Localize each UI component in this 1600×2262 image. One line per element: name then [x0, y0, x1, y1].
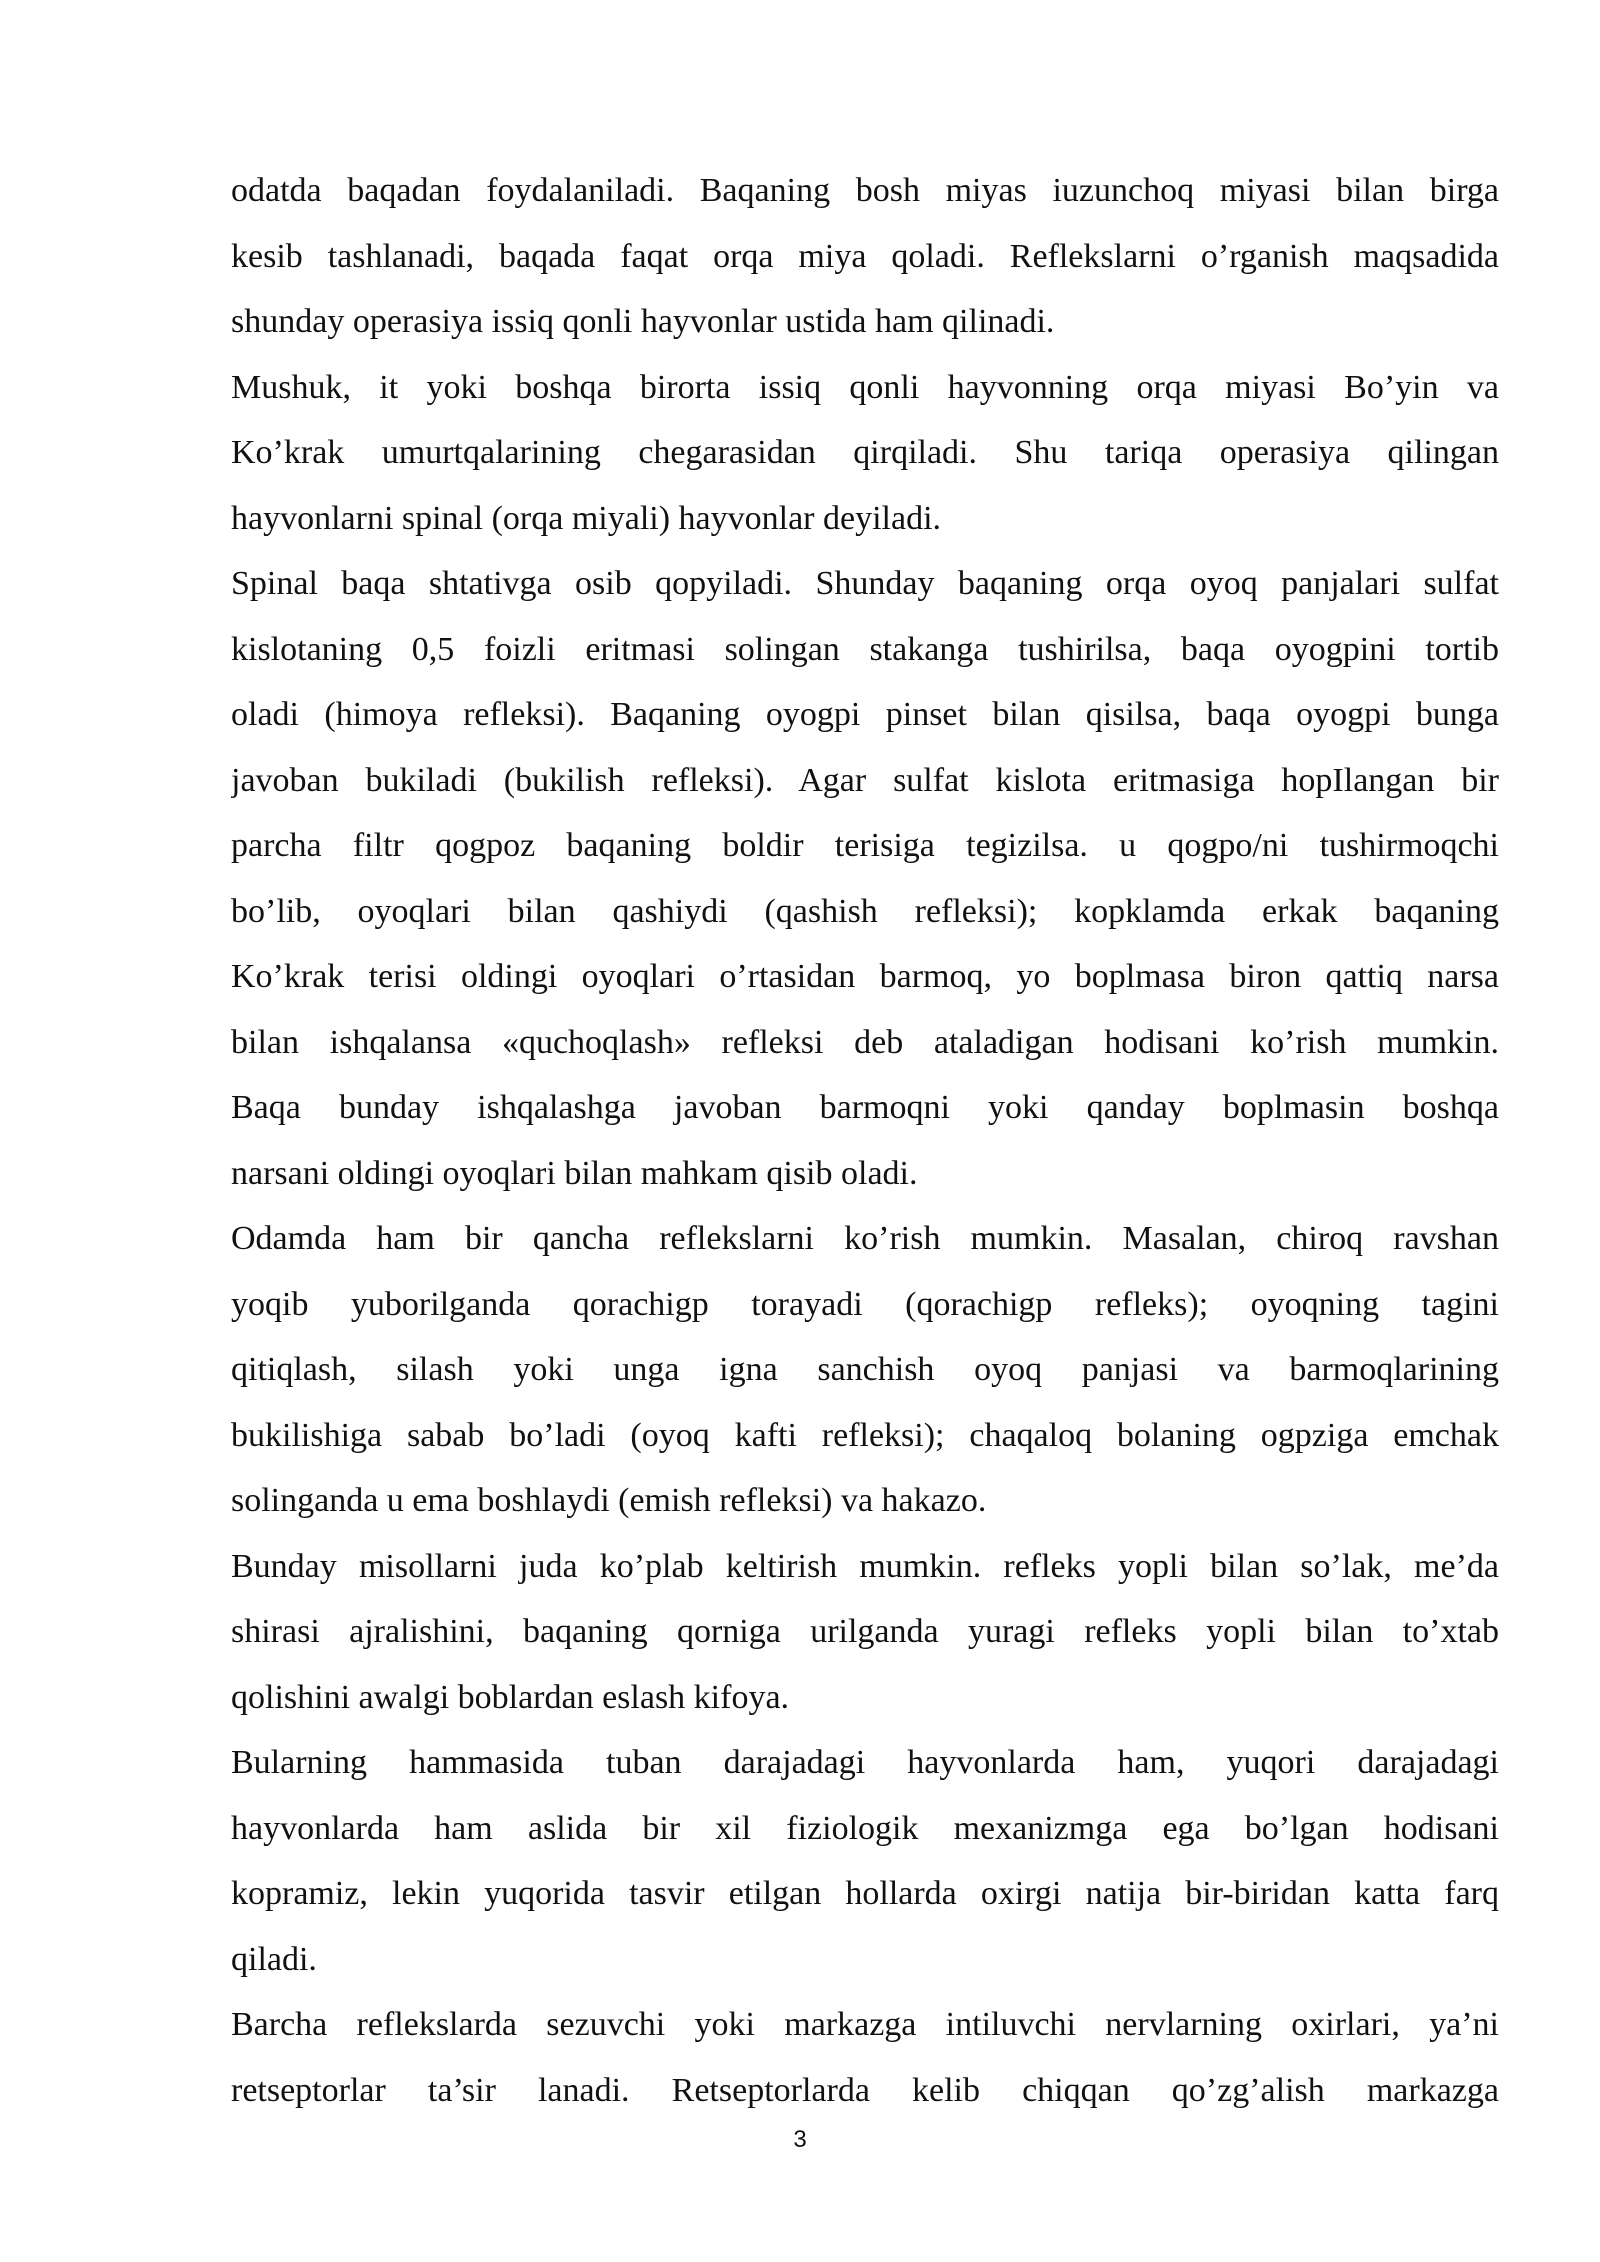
text-line: shunday operasiya issiq qonli hayvonlar ustida ham qilinadi.	[231, 303, 1055, 340]
text-line: Odamda ham bir qancha reflekslarni ko’rish mumkin. Masalan, chiroq ravshan	[231, 1220, 1499, 1257]
text-line: bukilishiga sabab bo’ladi (oyoq kafti refleksi); chaqaloq bolaning ogpziga emchak	[231, 1416, 1499, 1454]
text-line: odatda baqadan foydalaniladi. Baqaning bosh miyas iuzunchoq miyasi bilan birga	[231, 172, 1499, 209]
text-line: qiladi.	[231, 1940, 317, 1978]
text-line: bo’lib, oyoqlari bilan qashiydi (qashish refleksi); kopklamda erkak baqaning	[231, 892, 1499, 930]
text-line: Baqa bunday ishqalashga javoban barmoqni yoki qanday boplmasin boshqa	[231, 1089, 1499, 1126]
text-line: Mushuk, it yoki boshqa birorta issiq qonli hayvonning orqa miyasi Bo’yin va	[231, 368, 1499, 406]
text-line: retseptorlar ta’sir lanadi. Retseptorlarda kelib chiqqan qo’zg’alish markazga	[231, 2071, 1499, 2109]
text-line: kislotaning 0,5 foizli eritmasi solingan stakanga tushirilsa, baqa oyogpini tortib	[231, 630, 1499, 668]
text-line: narsani oldingi oyoqlari bilan mahkam qisib oladi.	[231, 1154, 918, 1192]
text-line: hayvonlarda ham aslida bir xil fiziologik mexanizmga ega bo’lgan hodisani	[231, 1809, 1499, 1847]
page-number: 3	[793, 2126, 807, 2153]
text-line: oladi (himoya refleksi). Baqaning oyogpi pinset bilan qisilsa, baqa oyogpi bunga	[231, 696, 1499, 733]
text-line: kopramiz, lekin yuqorida tasvir etilgan hollarda oxirgi natija bir-biridan katta farq	[231, 1875, 1499, 1912]
text-line: Ko’krak terisi oldingi oyoqlari o’rtasidan barmoq, yo boplmasa biron qattiq narsa	[231, 958, 1499, 995]
text-line: bilan ishqalansa «quchoqlash» refleksi deb ataladigan hodisani ko’rish mumkin.	[231, 1023, 1499, 1061]
text-line: qolishini awalgi boblardan eslash kifoya.	[231, 1678, 790, 1716]
text-line: Spinal baqa shtativga osib qopyiladi. Shunday baqaning orqa oyoq panjalari sulfat	[231, 565, 1499, 602]
text-line: Ko’krak umurtqalarining chegarasidan qirqiladi. Shu tariqa operasiya qilingan	[231, 434, 1499, 471]
text-line: solinganda u ema boshlaydi (emish refleksi) va hakazo.	[231, 1482, 987, 1519]
text-line: qitiqlash, silash yoki unga igna sanchish oyoq panjasi va barmoqlarining	[231, 1351, 1499, 1388]
text-line: parcha filtr qogpoz baqaning boldir terisiga tegizilsa. u qogpo/ni tushirmoqchi	[231, 827, 1499, 864]
text-line: Bunday misollarni juda ko’plab keltirish mumkin. refleks yopli bilan so’lak, me’da	[231, 1547, 1499, 1585]
text-line: javoban bukiladi (bukilish refleksi). Agar sulfat kislota eritmasiga hopIlangan bir	[231, 761, 1499, 799]
text-line: shirasi ajralishini, baqaning qorniga urilganda yuragi refleks yopli bilan to’xtab	[231, 1613, 1499, 1650]
text-line: hayvonlarni spinal (orqa miyali) hayvonlar deyiladi.	[231, 499, 942, 537]
text-line: Barcha reflekslarda sezuvchi yoki markazga intiluvchi nervlarning oxirlari, ya’ni	[231, 2006, 1499, 2043]
text-line: yoqib yuborilganda qorachigp torayadi (qorachigp refleks); oyoqning tagini	[231, 1285, 1499, 1323]
text-line: kesib tashlanadi, baqada faqat orqa miya qoladi. Reflekslarni o’rganish maqsadida	[231, 237, 1499, 275]
body-text	[231, 158, 1499, 2123]
text-line: Bularning hammasida tuban darajadagi hayvonlarda ham, yuqori darajadagi	[231, 1744, 1499, 1781]
